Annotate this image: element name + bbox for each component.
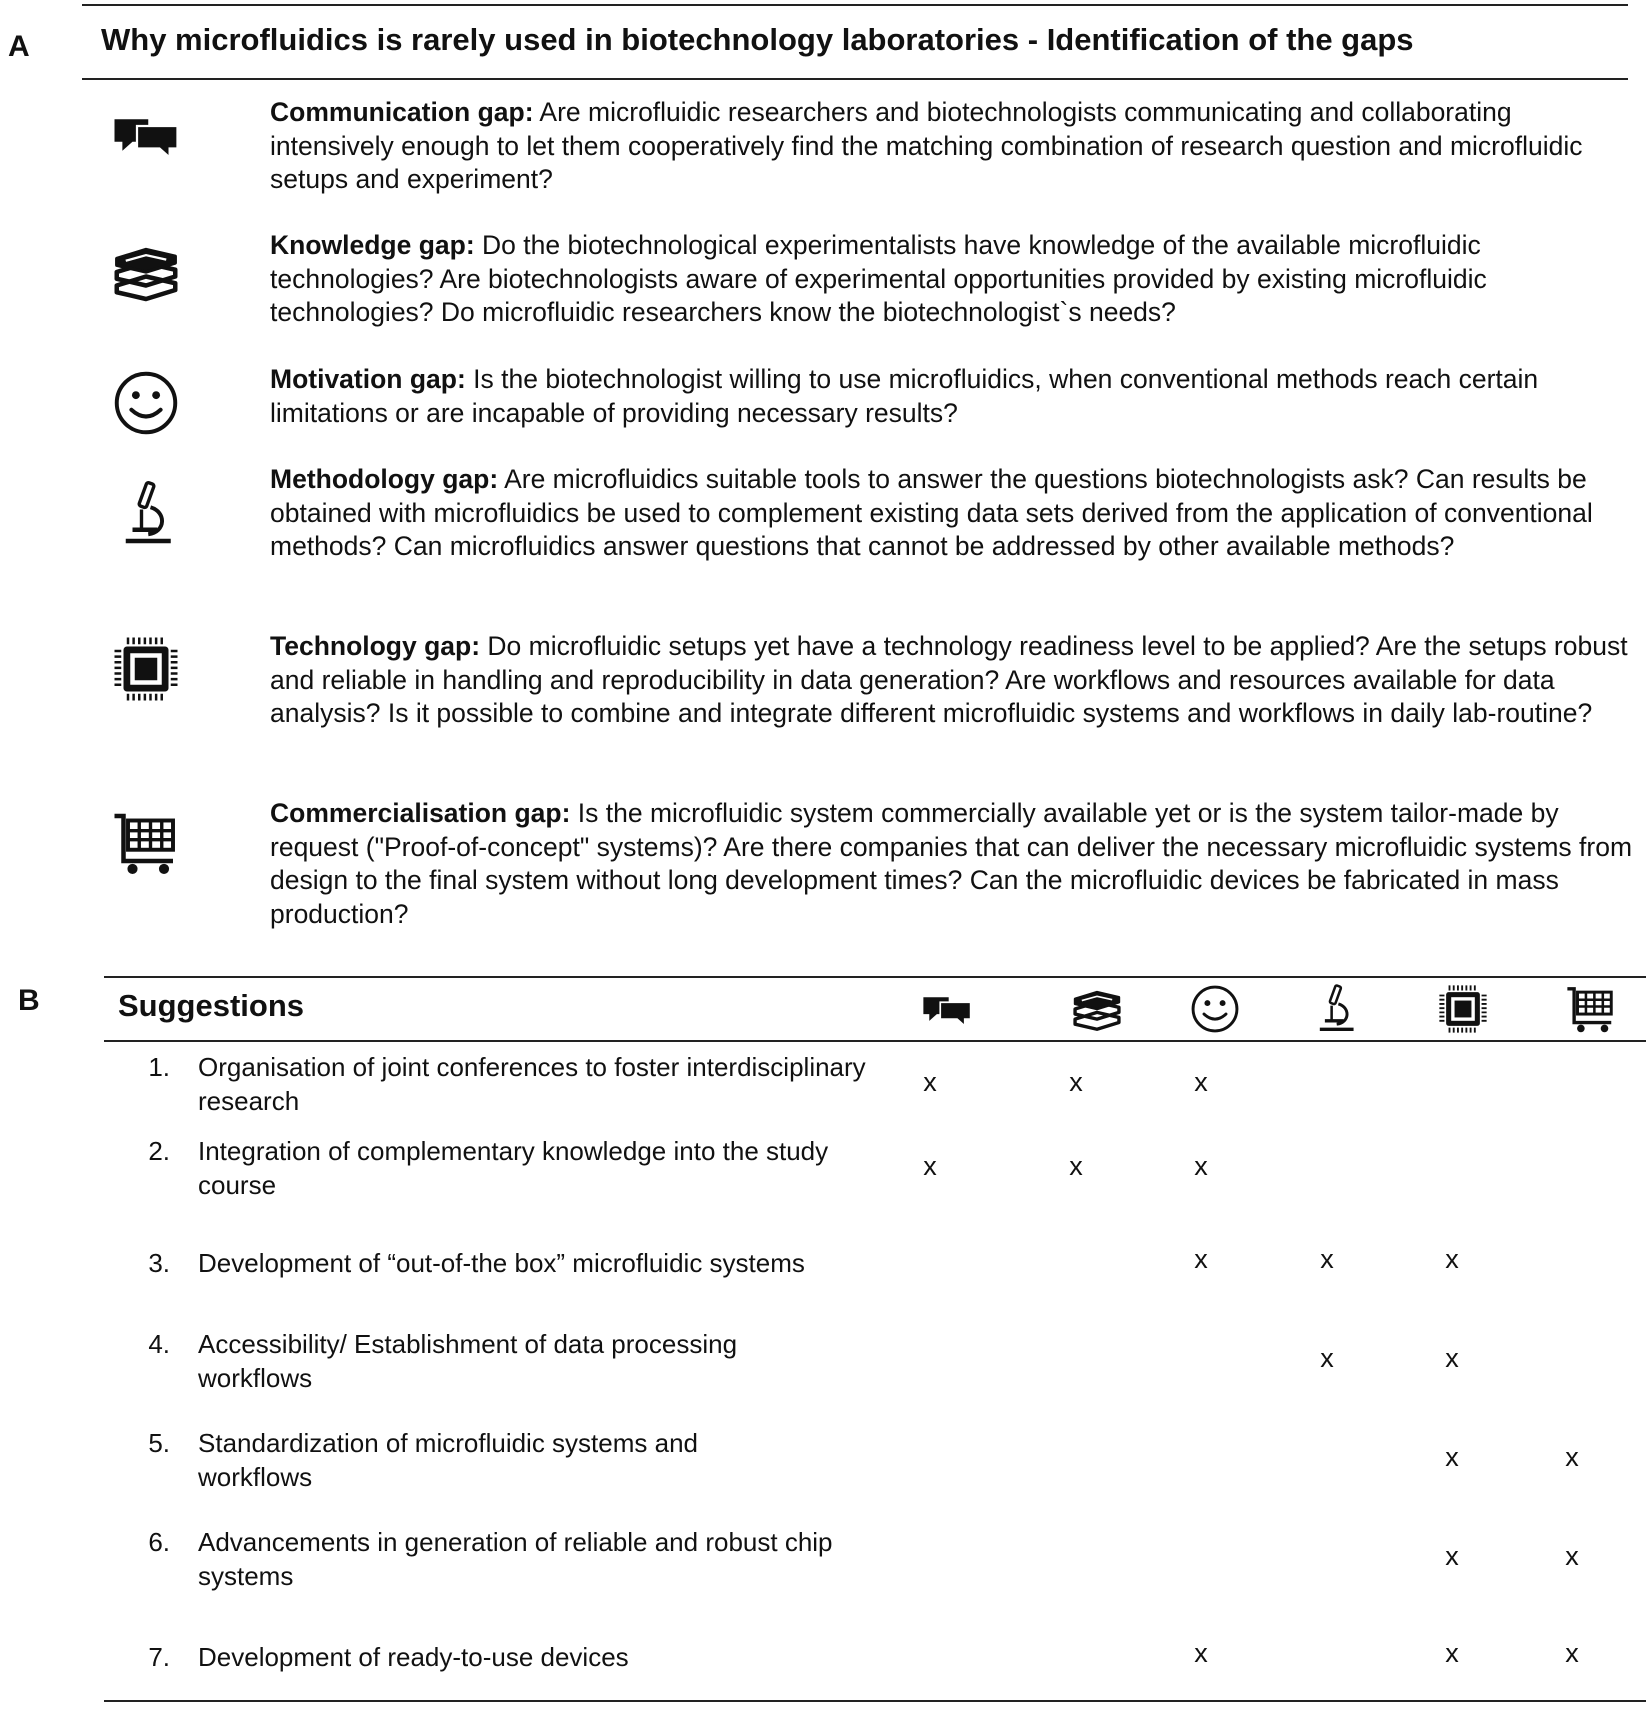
mark-shopping-cart: x [1565, 1541, 1579, 1571]
mark-smiley: x [1194, 1244, 1208, 1274]
panel-letter-a: A [8, 30, 30, 63]
gap-item-methodology [270, 463, 1640, 564]
mark-books: x [1069, 1151, 1083, 1181]
books-icon [110, 236, 182, 308]
mark-shopping-cart: x [1565, 1638, 1579, 1668]
row-text: Standardization of microfluidic systems and workflows [198, 1428, 699, 1492]
row-text: Development of ready-to-use devices [198, 1642, 629, 1672]
suggestions-heading: Suggestions [118, 988, 305, 1023]
row-number: 4. [148, 1329, 170, 1359]
top-rule [82, 4, 1628, 6]
mark-shopping-cart: x [1565, 1442, 1579, 1472]
gap-text: Are microfluidics suitable tools to answer the questions biotechnologists ask? Can results be obtained with microfluidics be used to complement existing data sets derived from the application of conventional methods? Can microfluidics answer questions that cannot be addressed by other available methods? [270, 464, 1593, 561]
row-text: Development of “out-of-the box” microfluidic systems [198, 1248, 805, 1278]
smiley-icon [110, 367, 182, 439]
col-shopping-cart-icon [1564, 982, 1618, 1036]
gap-item-motivation [270, 363, 1640, 430]
row-text: Accessibility/ Establishment of data processing workflows [198, 1329, 738, 1393]
row-number: 2. [148, 1136, 170, 1166]
panel-letter-b: B [18, 984, 40, 1017]
row-number: 3. [148, 1248, 170, 1278]
gap-text: Is the biotechnologist willing to use microfluidics, when conventional methods reach certain limitations or are incapable of providing necessary results? [270, 364, 1539, 428]
mark-speech-bubbles: x [923, 1067, 937, 1097]
gap-item-communication [270, 96, 1640, 197]
gap-label: Knowledge gap: [270, 230, 475, 260]
panel-b-bottom-rule [104, 1700, 1646, 1702]
chip-icon [110, 633, 182, 705]
row-text: Integration of complementary knowledge into the study course [198, 1136, 829, 1200]
col-books-icon [1070, 982, 1124, 1036]
mark-smiley: x [1194, 1151, 1208, 1181]
row-number: 1. [148, 1052, 170, 1082]
gap-label: Technology gap: [270, 631, 481, 661]
col-smiley-icon [1188, 982, 1242, 1036]
speech-bubbles-icon [110, 99, 182, 171]
row-number: 7. [148, 1642, 170, 1672]
panel-a-title: Why microfluidics is rarely used in biotechnology laboratories - Identification of the gaps [101, 22, 1414, 57]
gap-text: Is the microfluidic system commercially available yet or is the system tailor-made by request ("Proof-of-concept" systems)? Are there companies that can deliver the necessary microfluidic systems from design to the final system without long development times? Can the microfluidic devices be fabricated in mass production? [270, 798, 1633, 929]
mark-books: x [1069, 1067, 1083, 1097]
panel-b-header-rule [104, 1040, 1646, 1042]
col-microscope-icon [1308, 982, 1362, 1036]
gap-item-commercialisation [270, 797, 1640, 931]
gap-item-knowledge [270, 229, 1640, 330]
microscope-icon [110, 478, 182, 550]
mark-smiley: x [1194, 1638, 1208, 1668]
mark-chip: x [1445, 1244, 1459, 1274]
gap-text: Do the biotechnological experimentalists have knowledge of the available microfluidic technologies? Are biotechnologists aware of experimental opportunities provided by existing microfluidic technologies? Do microfluidic researchers know the biotechnologist`s needs? [270, 230, 1487, 327]
mark-chip: x [1445, 1638, 1459, 1668]
gap-item-technology [270, 630, 1640, 731]
mark-chip: x [1445, 1541, 1459, 1571]
shopping-cart-icon [110, 807, 182, 879]
panel-a-title-rule [82, 78, 1628, 80]
mark-microscope: x [1320, 1244, 1334, 1274]
gap-label: Motivation gap: [270, 364, 466, 394]
gap-label: Commercialisation gap: [270, 798, 571, 828]
gap-text: Do microfluidic setups yet have a technology readiness level to be applied? Are the setups robust and reliable in handling and reproducibility in data generation? Are workflows and resources available for data analysis? Is it possible to combine and integrate different microfluidic systems and workflows in daily lab-routine? [270, 631, 1628, 728]
mark-microscope: x [1320, 1343, 1334, 1373]
row-text: Advancements in generation of reliable and robust chip systems [198, 1527, 833, 1591]
gap-label: Methodology gap: [270, 464, 499, 494]
row-number: 5. [148, 1428, 170, 1458]
gap-label: Communication gap: [270, 97, 534, 127]
row-text: Organisation of joint conferences to foster interdisciplinary research [198, 1052, 866, 1116]
mark-chip: x [1445, 1343, 1459, 1373]
mark-speech-bubbles: x [923, 1151, 937, 1181]
row-number: 6. [148, 1527, 170, 1557]
gap-text: Are microfluidic researchers and biotechnologists communicating and collaborating intensively enough to let them cooperatively find the matching combination of research question and microfluidic setups and experiment? [270, 97, 1583, 194]
panel-b-top-rule [104, 976, 1646, 978]
col-speech-bubbles-icon [920, 982, 974, 1036]
mark-chip: x [1445, 1442, 1459, 1472]
mark-smiley: x [1194, 1067, 1208, 1097]
col-chip-icon [1436, 982, 1490, 1036]
